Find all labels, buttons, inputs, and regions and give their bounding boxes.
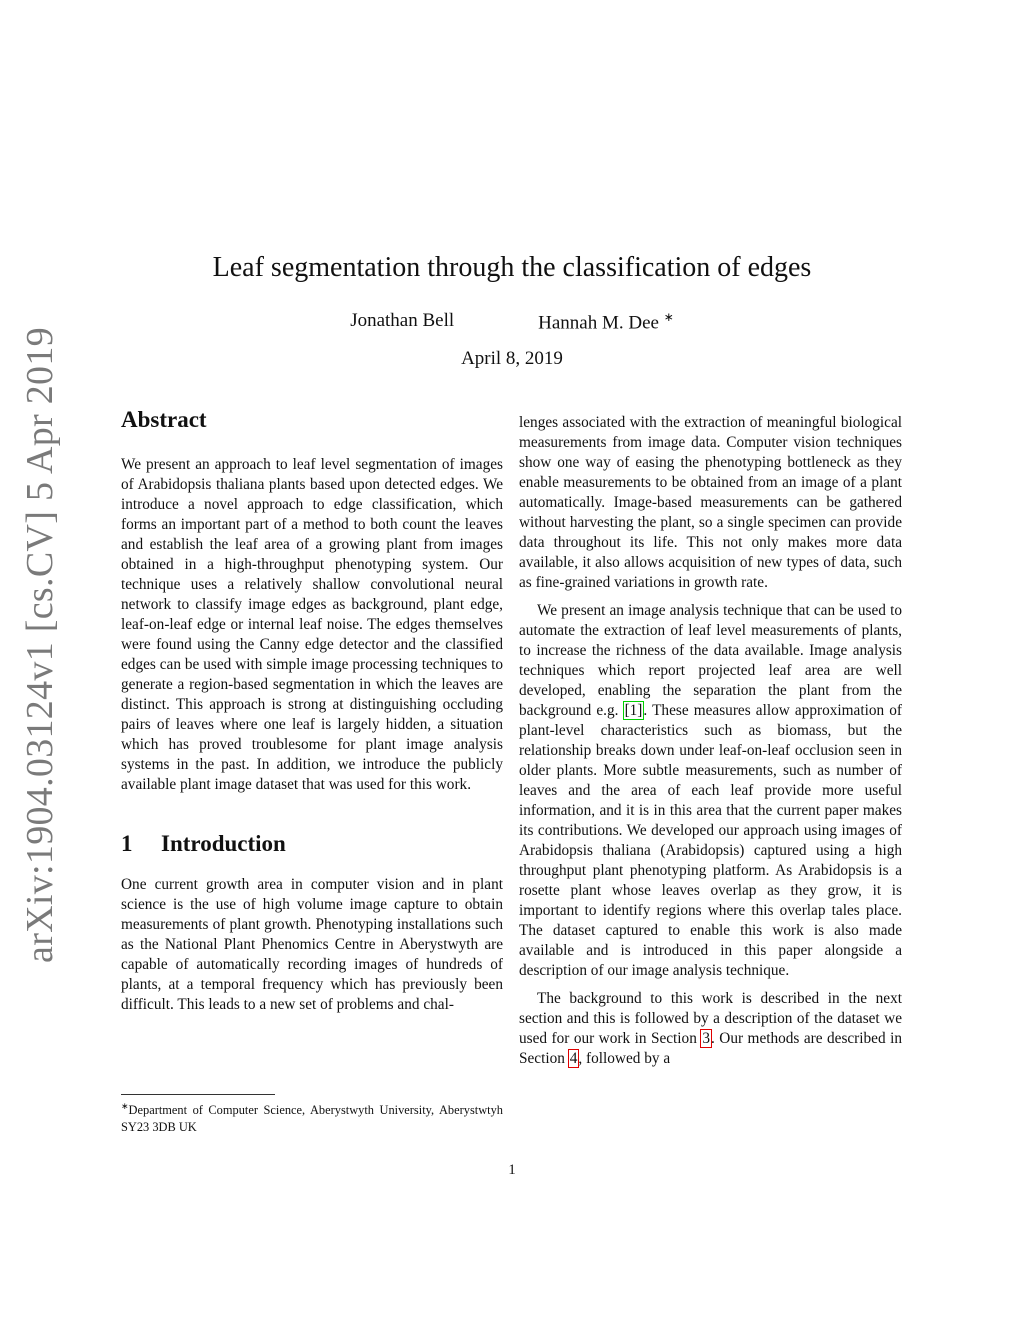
author-name: Jonathan Bell [350,310,455,331]
footnote-text: Department of Computer Science, Aberystwyth University, Aberystwtyh SY23 3DB UK [121,1103,503,1135]
section-number: 1 [121,831,133,856]
page-number: 1 [508,1162,516,1178]
abstract-text: We present an approach to leaf level segmentation of images of Arabidopsis thaliana plants based upon detected edges. We introduce a novel approach to edge classification, which forms an important part of a method to both count the leaves and establish the leaf area of a growing plant from images obtained in a high-throughput phenotyping system. Our technique uses a relatively shallow convolutional neural network to classify image edges as background, plant edge, leaf-on-leaf edge or internal leaf noise. The edges themselves were found using the Canny edge detector and the classified edges can be used with simple image processing techniques to generate a region-based segmentation in which the leaves are distinct. This approach is strong at distinguishing occluding pairs of leaves where one leaf is largely hidden, a situation which has proved troublesome for plant image analysis systems in the past. In addition, we introduce the publicly available plant image dataset that was used for this work. [121,456,503,793]
author-with-footnote [538,310,674,334]
author-list [0,310,1024,334]
section-ref-link[interactable]: 4 [569,1050,578,1067]
section-heading-introduction [121,829,503,859]
intro-paragraph-1-start: One current growth area in computer vision and in plant science is the use of high volume image capture to obtain measurements of plant growth. Phenotyping installations such as the National Plant Phenomics Centre in Aberystwyth are capable of automatically recording images of hundreds of plants, at a temporal frequency which has previously been difficult. This leads to a new set of problems and chal- [121,876,503,1013]
citation-link[interactable]: [1] [624,702,643,719]
intro-paragraph-1-continued: lenges associated with the extraction of meaningful biological measurements from image data. Computer vision techniques show one way of easing the phenotyping bottleneck as they enable measurements to be obtained from an image of a plant automatically. Image-based measurements can be gathered without harvesting the plant, so a single specimen can provide data throughout its life. This not only makes more data available, it also allows acquisition of new types of data, such as fine-grained variations in growth rate. [519,414,902,591]
left-column [121,405,503,1015]
author-name: Hannah M. Dee [538,312,659,334]
arxiv-identifier-stamp [4,327,76,963]
author-footnote-mark[interactable]: ∗ [663,310,674,324]
right-column [519,413,902,1069]
footnote-mark: ∗ [121,1101,129,1111]
paper-title: Leaf segmentation through the classification of edges [212,252,812,283]
section-title: Introduction [161,831,286,856]
paper-date: April 8, 2019 [461,348,563,369]
arxiv-identifier-text: arXiv:1904.03124v1 [cs.CV] 5 Apr 2019 [19,327,61,963]
intro-paragraph-2: We present an image analysis technique that can be used to automate the extraction of leaf level measurements of plants, to increase the richness of the data available. Image analysis techniques which report projected leaf area are well developed, enabling the separation the plant from the background e.g. [1]. These measures allow approximation of plant-level characteristics such as biomass, but the relationship breaks down under leaf-on-leaf occlusion seen in older plants. More subtle measurements, such as number of leaves and the area of each leaf provide more useful information, and it is in this area that the current paper makes its contributions. We developed our approach using images of Arabidopsis thaliana (Arabidopsis) captured using a high throughput plant phenotyping platform. As Arabidopsis is a rosette plant whose leaves overlap as they grow, it is important to identify regions where this overlap tales place. The dataset captured to enable this work is also made available and is introduced in this paper alongside a description of our image analysis technique. [519,602,902,979]
footnote-divider [121,1094,275,1095]
intro-paragraph-3: The background to this work is described in the next section and this is followed by a description of the dataset we used for our work in Section 3. Our methods are described in Section 4, followed by a [519,990,902,1067]
abstract-heading: Abstract [121,407,207,432]
section-ref-link[interactable]: 3 [702,1030,710,1047]
author-footnote [121,1098,503,1136]
